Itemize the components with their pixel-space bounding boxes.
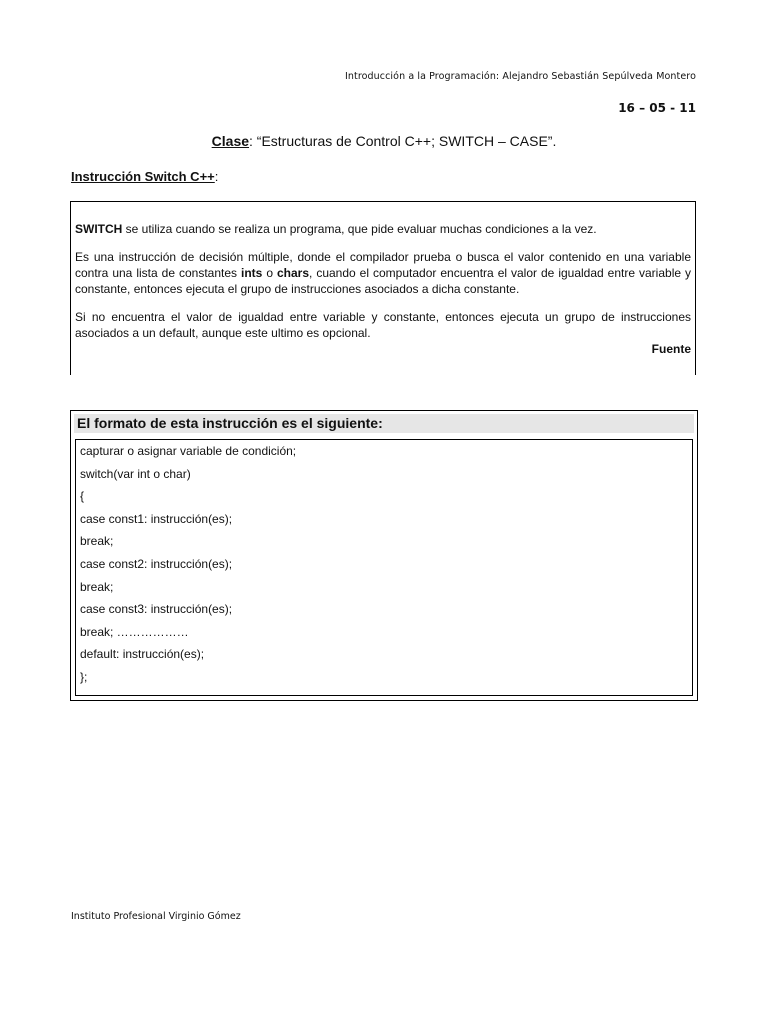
code-line: default: instrucción(es); [80,647,205,662]
code-line: break; [80,534,114,549]
code-line: switch(var int o char) [80,466,191,481]
code-line: }; [80,669,88,684]
code-line: case const1: instrucción(es); [80,511,233,526]
switch-keyword: SWITCH [75,222,123,236]
section-heading-colon: : [214,169,219,184]
class-title-text: “Estructuras de Control C++; SWITCH – CASE”. [256,133,557,149]
intro-paragraph-2-or: o [262,266,277,280]
section-heading [71,169,218,184]
intro-paragraph-2-text-a: Es una instrucción de decisión múltiple, donde el compilador prueba o busca el valor contenido en una variable contra una lista de constantes [75,250,691,280]
code-line: break; [80,579,114,594]
class-title-label: Clase [211,133,250,149]
header-course-author: Introducción a la Programación: Alejandro Sebastián Sepúlveda Montero [344,71,696,82]
footer-institution: Instituto Profesional Virginio Gómez [71,911,241,922]
class-title-separator: : [249,133,257,149]
intro-paragraph-2 [75,249,691,297]
format-box-title: El formato de esta instrucción es el siguiente: [74,414,694,433]
code-line: case const2: instrucción(es); [80,556,233,571]
format-box [70,410,698,701]
chars-keyword: chars [276,266,310,280]
code-line: { [80,489,85,504]
ints-keyword: ints [241,266,263,280]
code-block [75,439,693,696]
code-line: case const3: instrucción(es); [80,602,233,617]
header-date: 16 – 05 - 11 [618,101,696,115]
intro-paragraph-1 [75,221,691,237]
code-line: capturar o asignar variable de condición; [80,444,297,458]
intro-paragraph-3: Si no encuentra el valor de igualdad entre variable y constante, entonces ejecuta un grupo de instrucciones asociados a un default, aunque este ultimo es opcional. [75,310,691,340]
code-line: break; ……………… [80,624,189,639]
source-label: Fuente [651,342,691,356]
intro-paragraph-2-text-b: , cuando el computador encuentra el valor de igualdad entre variable y constante, entonces ejecuta el grupo de instrucciones asociados a dicha constante. [75,266,692,296]
intro-box [70,201,696,375]
intro-paragraph-1-text: se utiliza cuando se realiza un programa, que pide evaluar muchas condiciones a la vez. [122,222,597,236]
class-title [0,133,768,149]
section-heading-text: Instrucción Switch C++ [71,169,215,184]
